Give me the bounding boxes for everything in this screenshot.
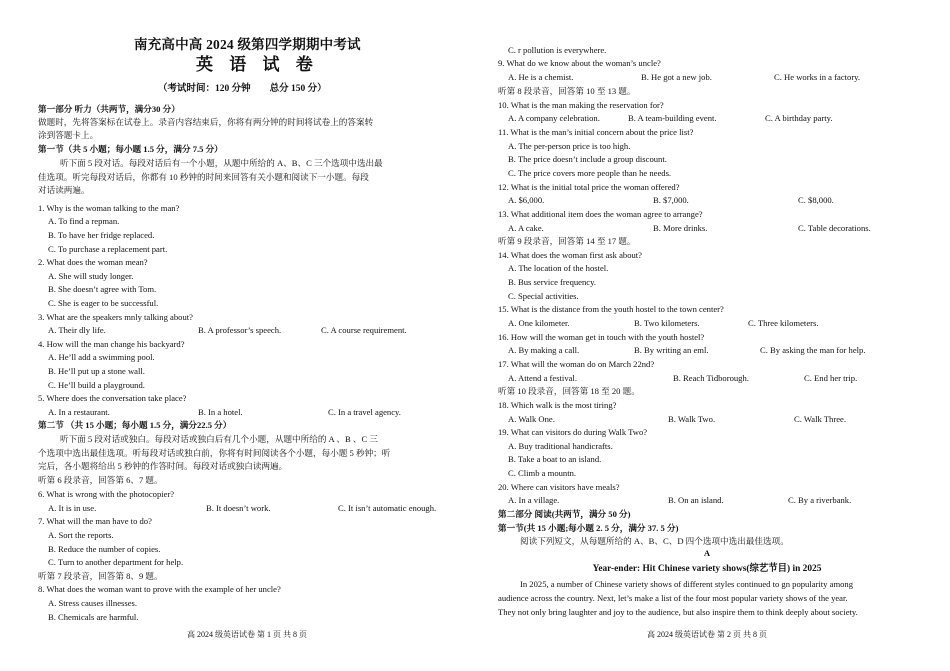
- option: A. In a village.: [508, 495, 560, 505]
- section2-intro: 听下面 5 段对话或独白。每段对话或独白后有几个小题，从题中所给的 A 、B 、C 三: [60, 434, 378, 444]
- exam-info: （考试时间：120 分钟 总分 150 分）: [158, 84, 327, 94]
- part1-heading: 第一部分 听力（共两节，满分30 分）: [38, 104, 180, 114]
- part1-intro: 做题时，先将答案标在试卷上。录音内容结束后，你将有两分钟的时间将试卷上的答案转: [38, 117, 374, 127]
- option: C. By asking the man for help.: [760, 345, 866, 355]
- question-13: 13. What additional item does the woman agree to arrange?: [498, 209, 703, 219]
- option: C. A course requirement.: [321, 325, 407, 335]
- option: C. By a riverbank.: [788, 495, 852, 505]
- option: B. Reduce the number of copies.: [48, 544, 161, 554]
- option: A. One kilometer.: [508, 318, 570, 328]
- option: C. The price covers more people than he needs.: [508, 168, 672, 178]
- option: A. Buy traditional handicrafts.: [508, 441, 613, 451]
- passage-text: audience across the country. Next, let’s make a list of the four most popular variety shows of the year.: [498, 593, 848, 603]
- option: C. Walk Three.: [794, 414, 846, 424]
- option: B. Take a boat to an island.: [508, 454, 602, 464]
- option: C. She is eager to be successful.: [48, 298, 159, 308]
- option: B. On an island.: [668, 495, 724, 505]
- option: A. A company celebration.: [508, 113, 600, 123]
- option: B. Two kilometers.: [634, 318, 700, 328]
- question-7: 7. What will the man have to do?: [38, 516, 152, 526]
- section2-intro: 个选项中选出最佳选项。听每段对话或独白前，你将有时间阅读各个小题，每小题 5 秒钟；听: [38, 448, 391, 458]
- option: A. The location of the hostel.: [508, 263, 609, 273]
- page-footer: 高 2024 级英语试卷 第 1 页 共 8 页: [187, 630, 307, 639]
- section2-heading: 第二节 （共 15 小题；每小题 1.5 分，满分22.5 分）: [38, 420, 232, 430]
- option: B. In a hotel.: [198, 407, 243, 417]
- option: B. He got a new job.: [641, 72, 712, 82]
- option: B. It doesn’t work.: [206, 503, 271, 513]
- option: A. He’ll add a swimming pool.: [48, 352, 155, 362]
- option: A. He is a chemist.: [508, 72, 574, 82]
- option: B. Walk Two.: [668, 414, 716, 424]
- option: B. A professor’s speech.: [198, 325, 282, 335]
- question-14: 14. What does the woman first ask about?: [498, 250, 642, 260]
- listening-instruction: 听第 6 段录音，回答第 6、7 题。: [38, 475, 163, 485]
- passage-text: They not only bring laughter and joy to the audience, but also inspire them to think deeply about society.: [498, 607, 858, 617]
- option: B. A team-building event.: [628, 113, 717, 123]
- part1-intro: 涂到答题卡上。: [38, 130, 99, 140]
- part2-intro: 阅读下列短文，从每题所给的 A、B、C、D 四个选项中选出最佳选项。: [520, 536, 789, 546]
- part2-heading: 第二部分 阅读(共两节，满分 50 分): [498, 509, 631, 519]
- option: B. The price doesn’t include a group discount.: [508, 154, 667, 164]
- option: C. Climb a mountn.: [508, 468, 577, 478]
- page-footer: 高 2024 级英语试卷 第 2 页 共 8 页: [647, 630, 767, 639]
- question-17: 17. What will the woman do on March 22nd?: [498, 359, 655, 369]
- option: B. $7,000.: [653, 195, 689, 205]
- option: A. The per-person price is too high.: [508, 141, 631, 151]
- option: B. More drinks.: [653, 223, 708, 233]
- passage-letter: A: [703, 548, 711, 558]
- option: C. He works in a factory.: [774, 72, 861, 82]
- option: A. Their dly life.: [48, 325, 106, 335]
- option: A. In a restaurant.: [48, 407, 110, 417]
- option: B. To have her fridge replaced.: [48, 230, 155, 240]
- section1-intro: 听下面 5 段对话。每段对话后有一个小题，从题中所给的 A、B、C 三个选项中选出最: [60, 158, 383, 168]
- option: B. Bus service frequency.: [508, 277, 596, 287]
- question-4: 4. How will the man change his backyard?: [38, 339, 185, 349]
- option: A. It is in use.: [48, 503, 97, 513]
- option: A. By making a call.: [508, 345, 580, 355]
- option: C. He’ll build a playground.: [48, 380, 145, 390]
- section1-intro: 对话读两遍。: [38, 185, 90, 195]
- question-16: 16. How will the woman get in touch with the youth hostel?: [498, 332, 705, 342]
- question-6: 6. What is wrong with the photocopier?: [38, 489, 175, 499]
- option: A. A cake.: [508, 223, 544, 233]
- option: B. By writing an eml.: [634, 345, 709, 355]
- passage-text: In 2025, a number of Chinese variety shows of different styles continued to gn popularity among: [520, 579, 854, 589]
- option: C. Three kilometers.: [748, 318, 819, 328]
- option: C. Special activities.: [508, 291, 579, 301]
- option: B. He’ll put up a stone wall.: [48, 366, 145, 376]
- section1-intro: 佳选项。听完每段对话后，你都有 10 秒钟的时间来回答有关小题和阅读下一小题。每段: [38, 172, 369, 182]
- option: A. Walk One.: [508, 414, 555, 424]
- part2-section1-heading: 第一节(共 15 小题;每小题 2. 5 分，满分 37. 5 分): [498, 523, 679, 533]
- option: C. Turn to another department for help.: [48, 557, 184, 567]
- option: C. End her trip.: [804, 373, 858, 383]
- question-5: 5. Where does the conversation take place?: [38, 393, 187, 403]
- option: C. r pollution is everywhere.: [508, 45, 607, 55]
- question-3: 3. What are the speakers mnly talking about?: [38, 312, 193, 322]
- listening-instruction: 听第 7 段录音，回答第 8、9 题。: [38, 571, 163, 581]
- option: C. $8,000.: [798, 195, 834, 205]
- option: C. Table decorations.: [798, 223, 871, 233]
- option: C. It isn’t automatic enough.: [338, 503, 437, 513]
- option: A. Attend a festival.: [508, 373, 577, 383]
- option: C. In a travel agency.: [328, 407, 401, 417]
- option: B. She doesn’t agree with Tom.: [48, 284, 157, 294]
- passage-title: Year-ender: Hit Chinese variety shows(综艺节目) in 2025: [592, 564, 822, 574]
- option: A. Sort the reports.: [48, 530, 114, 540]
- exam-title: 南充高中高 2024 级第四学期期中考试: [134, 37, 361, 52]
- section1-heading: 第一节（共 5 小题；每小题 1.5 分，满分 7.5 分）: [38, 144, 223, 154]
- option: B. Chemicals are harmful.: [48, 612, 139, 622]
- question-9: 9. What do we know about the woman’s uncle?: [498, 58, 661, 68]
- page-1: [38, 0, 456, 671]
- option: A. She will study longer.: [48, 271, 134, 281]
- question-18: 18. Which walk is the most tiring?: [498, 400, 617, 410]
- option: B. Reach Tidborough.: [673, 373, 749, 383]
- question-19: 19. What can visitors do during Walk Two?: [498, 427, 648, 437]
- subject-title: 英 语 试 卷: [196, 55, 319, 74]
- question-10: 10. What is the man making the reservation for?: [498, 100, 664, 110]
- question-20: 20. Where can visitors have meals?: [498, 482, 620, 492]
- section2-intro: 完后，各小题将给出 5 秒钟的作答时间。每段对话或独白读两遍。: [38, 461, 288, 471]
- question-2: 2. What does the woman mean?: [38, 257, 148, 267]
- page-2: [498, 0, 916, 671]
- option: A. Stress causes illnesses.: [48, 598, 138, 608]
- question-12: 12. What is the initial total price the woman offered?: [498, 182, 680, 192]
- question-11: 11. What is the man’s initial concern about the price list?: [498, 127, 694, 137]
- question-15: 15. What is the distance from the youth hostel to the town center?: [498, 304, 724, 314]
- listening-instruction: 听第 8 段录音，回答第 10 至 13 题。: [498, 86, 636, 96]
- listening-instruction: 听第 9 段录音，回答第 14 至 17 题。: [498, 236, 636, 246]
- option: A. To find a repman.: [48, 216, 120, 226]
- listening-instruction: 听第 10 段录音，回答第 18 至 20 题。: [498, 386, 640, 396]
- option: C. A birthday party.: [765, 113, 833, 123]
- option: C. To purchase a replacement part.: [48, 244, 168, 254]
- option: A. $6,000.: [508, 195, 545, 205]
- question-1: 1. Why is the woman talking to the man?: [38, 203, 180, 213]
- question-8: 8. What does the woman want to prove with the example of her uncle?: [38, 584, 281, 594]
